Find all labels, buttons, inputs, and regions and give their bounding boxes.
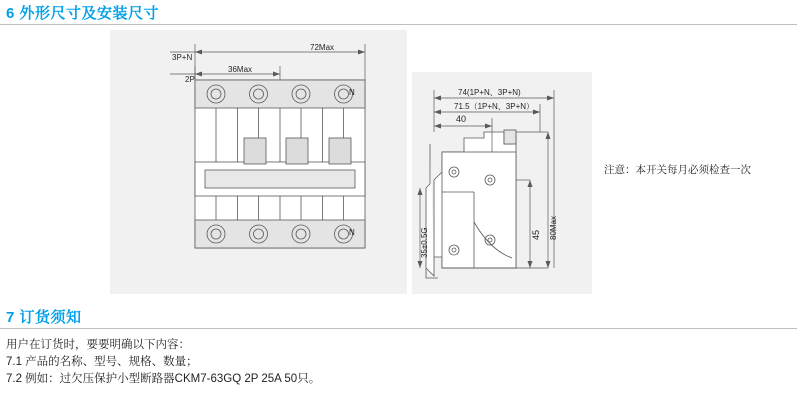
- dim-din-rail: 35±0.5G: [420, 227, 429, 258]
- section-6-divider: [0, 24, 797, 25]
- section-6-title: 6 外形尺寸及安装尺寸: [6, 5, 160, 22]
- dim-width-two-pole: 36Max: [228, 65, 253, 74]
- section-7-title: 7 订货须知: [6, 309, 82, 326]
- dim-front-projection: 40: [456, 114, 467, 124]
- front-view-drawing: [110, 30, 407, 294]
- dim-depth-4p: 74(1P+N、3P+N): [458, 88, 521, 97]
- section-7-divider: [0, 328, 797, 329]
- dim-body-height: 45: [531, 229, 541, 240]
- side-view-panel: [412, 72, 592, 294]
- front-view-panel: [110, 30, 407, 294]
- label-pole-3p-n: 3P+N: [172, 53, 193, 62]
- dim-depth-1p: 71.5（1P+N、3P+N）: [454, 102, 535, 111]
- label-terminal-n-bottom: N: [349, 228, 355, 237]
- ordering-line-3: 7.2 例如：过欠压保护小型断路器CKM7-63GQ 2P 25A 50只。: [6, 373, 321, 385]
- ordering-line-1: 用户在订货时，要要明确以下内容：: [6, 339, 190, 351]
- dim-width-total: 72Max: [310, 43, 335, 52]
- dim-overall-height: 80Max: [549, 215, 558, 240]
- ordering-line-2: 7.1 产品的名称、型号、规格、数量；: [6, 356, 198, 368]
- label-pole-2p: 2P: [185, 75, 195, 84]
- caution-note: 注意：本开关每月必须检查一次: [604, 164, 751, 176]
- label-terminal-n-top: N: [349, 88, 355, 97]
